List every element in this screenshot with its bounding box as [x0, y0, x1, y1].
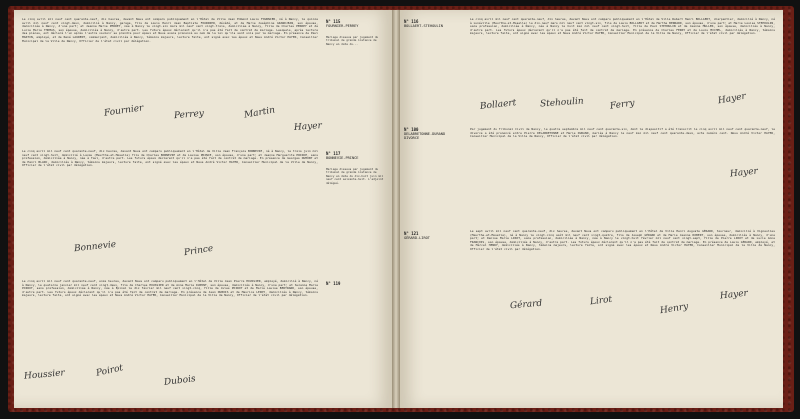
signature: Bonnevie: [73, 239, 117, 255]
book-gutter: [392, 10, 400, 408]
entry-names: FOURNIER-PERREY: [326, 24, 359, 29]
entry-margin: [326, 152, 386, 160]
signature: Dubois: [163, 374, 197, 388]
signature: Hayer: [729, 166, 759, 180]
signature: Henry: [659, 301, 689, 317]
signature: Poirot: [95, 363, 125, 379]
entry-margin: [326, 20, 386, 28]
entry-number: N° 117: [326, 151, 341, 156]
entry-text: Le cinq avril mil neuf cent quarante-neuf, onze heures, devant Nous ont comparu publiquement en l'Hôtel de Ville Jean Pierre HOUSSIER, employé, domicilié à Nancy, né à Nancy, le quatorze janvier mil neuf cent vingt-deux, fils de Charles HOUSSIER et de Anne Marie DUPONT, son épouse, domiciliés à Nancy, d'une part; et Suzanne Marie POIROT, sans profession, domiciliée à Nancy, née à Épinal le dix février mil neuf cent vingt-cinq, fille de Jules POIROT et de Marie Louise BERTRAND, son épouse, d'autre part. Les futurs époux déclarent qu'il n'a pas été fait de contrat de mariage. En présence de Jean DUBOIS et de Maurice LEROY, domiciliés à Nancy, témoins majeurs, lecture faite, ont signé avec les époux et Nous André Victor HAYER, Conseiller Municipal de la Ville de Nancy, Officier de l'état civil par délégation.: [22, 279, 318, 298]
entry-text: Par jugement du Tribunal Civil de Nancy, le quatre septembre mil neuf cent quarante-six, dont le dispositif a été transcrit le cinq avril mil neuf cent quarante-neuf, le divorce a été prononcé entre Pierre DELABRETONNE et Marie DURAND, mariés à Nancy le neuf mai mil neuf cent quarante-deux, acte numéro cent. Nous André Victor HAYER, Conseiller Municipal de la Ville de Nancy, Officier de l'état civil par délégation.: [470, 127, 775, 139]
entry-number: N° 121: [404, 231, 419, 236]
entry-number: N° 100: [404, 127, 419, 132]
entry-number: N° 116: [404, 19, 419, 24]
signature: Martin: [243, 105, 276, 121]
entry-names: BOLLAERT-STEHOULIN: [404, 24, 443, 29]
signature: Perrey: [173, 108, 205, 122]
entry-text: Le cinq avril mil neuf cent quarante-neuf, dix heures, devant Nous ont comparu publiquement en l'Hôtel de Ville Jean François BONNEVIE, né à Nancy, le trois juin mil neuf cent vingt-huit, domicilié à Laxou (Meurthe-et-Moselle) fils de Charles BONNEVIE et de Louise PRINCE, son épouse, d'une part; et Jeanne Marguerite PRINCE, sans profession, domiciliée à Nancy, née à Toul, d'autre part. Les futurs époux déclarent qu'il n'a pas été fait de contrat de mariage. En présence de Georges DUMONT et de Henri BLANC, domiciliés à Nancy, témoins majeurs, lecture faite, ont signé avec les époux et Nous André Victor HAYER, Conseiller Municipal de la Ville de Nancy, Officier de l'état civil par délégation.: [22, 149, 318, 168]
entry-text: Le sept avril mil neuf cent quarante-neuf, dix heures, devant Nous ont comparu publiquement en l'Hôtel de Ville Henri Auguste GÉRARD, tourneur, domicilié à Vigneulles (Meurthe-et-Moselle), né à Nancy le vingt-cinq août mil neuf cent vingt-quatre, fils de Joseph GÉRARD et de Marie Jeanne ROBERT, son épouse, domiciliés à Nancy, d'une part; et Denise Marie LIROT, sans profession, domiciliée à Nancy, née à Nancy le vingt-huit février mil neuf cent vingt-sept, fille de Pierre LIROT et de Lucie Anne FRANÇOIS, son épouse, domiciliés à Nancy, d'autre part. Les futurs époux déclarent qu'il n'a pas été fait de contrat de mariage. En présence de Louis GÉRARD, employé, et de Marcel HENRY, domiciliés à Nancy, témoins majeurs, lecture faite, ont signé avec les époux et Nous André Victor HAYER, Conseiller Municipal de la Ville de Nancy, Officier de l'état civil par délégation.: [470, 229, 775, 251]
entry-number: N° 119: [326, 281, 341, 286]
entry-names: GÉRARD-LIROT: [404, 236, 430, 241]
signature: Bollaert: [479, 98, 517, 112]
right-page: [400, 10, 783, 408]
left-page: [14, 10, 393, 408]
entry-margin: [404, 20, 466, 28]
signature: Hayer: [717, 91, 747, 107]
entry-names: BONNEVIE-PRINCE: [326, 156, 359, 161]
entry-names: DELABRETONNE-DURAND: [404, 132, 446, 137]
entry-text: Le cinq avril mil neuf cent quarante-neuf, dix heures, devant Nous ont comparu publiquement en l'Hôtel de Ville Robert Henri BOLLAERT, charpentier, domicilié à Nancy, né à Lunéville (Meurthe-et-Moselle) le dix-neuf mars mil neuf cent vingt-six, fils de Louis BOLLAERT et de Marthe BERNARD, son épouse, d'une part; et Marie Louise STEHOULIN, sans profession, domiciliée à Nancy, née à Nancy le huit mai mil neuf cent vingt-huit, fille de Paul STEHOULIN et de Jeanne MULLER, son épouse, domiciliés à Nancy, d'autre part. Les futurs époux déclarent qu'il n'a pas été fait de contrat de mariage. En présence de Charles FERRY et de Louis MICHEL, domiciliés à Nancy, témoins majeurs, lecture faite, ont signé avec les époux et Nous André Victor HAYER, Conseiller Municipal de la Ville de Nancy, Officier de l'état civil par délégation.: [470, 17, 775, 36]
signature: Houssier: [23, 368, 66, 382]
entry-number: N° 115: [326, 19, 341, 24]
signature: Lirot: [589, 294, 613, 308]
signature: Gérard: [509, 298, 543, 312]
margin-note: Mariage dissous par jugement du tribunal de grande instance de Nancy en date du...: [326, 35, 379, 46]
margin-note: DIVORCE: [404, 136, 420, 141]
signature: Fournier: [103, 103, 145, 119]
signature: Stehoulin: [539, 96, 584, 110]
entry-margin: [404, 232, 466, 240]
signature: Hayer: [293, 121, 323, 133]
signature: Ferry: [609, 98, 636, 112]
signature: Hayer: [719, 288, 749, 302]
entry-text: Le cinq avril mil neuf cent quarante-neuf, dix heures, devant Nous ont comparu publiquement en l'Hôtel de Ville Jean Edmond Louis FOURNIER, né à Nancy, le quinze avril mil neuf cent vingt-deux, domicilié à Nancy, garage, fils de Louis Henri Jean Baptiste FOURNIER, décédé, et de Marie Joséphine GRANDJEAN, son épouse, domiciliée à Nancy, d'une part; et Jeanne Marie PERREY, née à Nancy le vingt-six mars mil neuf cent vingt-trois, domiciliée à Nancy, fille de Charles PERREY et de Lucie Marie THOMAS, son épouse, domiciliés à Nancy, d'autre part. Les futurs époux déclarent qu'il n'a pas été fait de contrat de mariage. Lesquels, après lecture des pièces, ont déclaré l'un après l'autre vouloir se prendre pour époux et Nous avons prononcé au nom de la loi qu'ils sont unis par le mariage. En présence de Paul MARTIN, employé, et de René LAURENT, commerçant, domiciliés à Nancy, témoins majeurs, lecture faite, ont signé avec les époux et Nous André Victor HAYER, Conseiller Municipal de la Ville de Nancy, Officier de l'état civil par délégation.: [22, 17, 318, 43]
margin-note: Mariage dissous par jugement du tribunal de grande instance de Nancy en date du dix-huit juin mil neuf cent soixante-huit. L'adjoint délégué.: [326, 167, 384, 185]
entry-margin: [404, 128, 466, 141]
signature: Prince: [183, 243, 215, 259]
entry-margin: [326, 282, 386, 286]
